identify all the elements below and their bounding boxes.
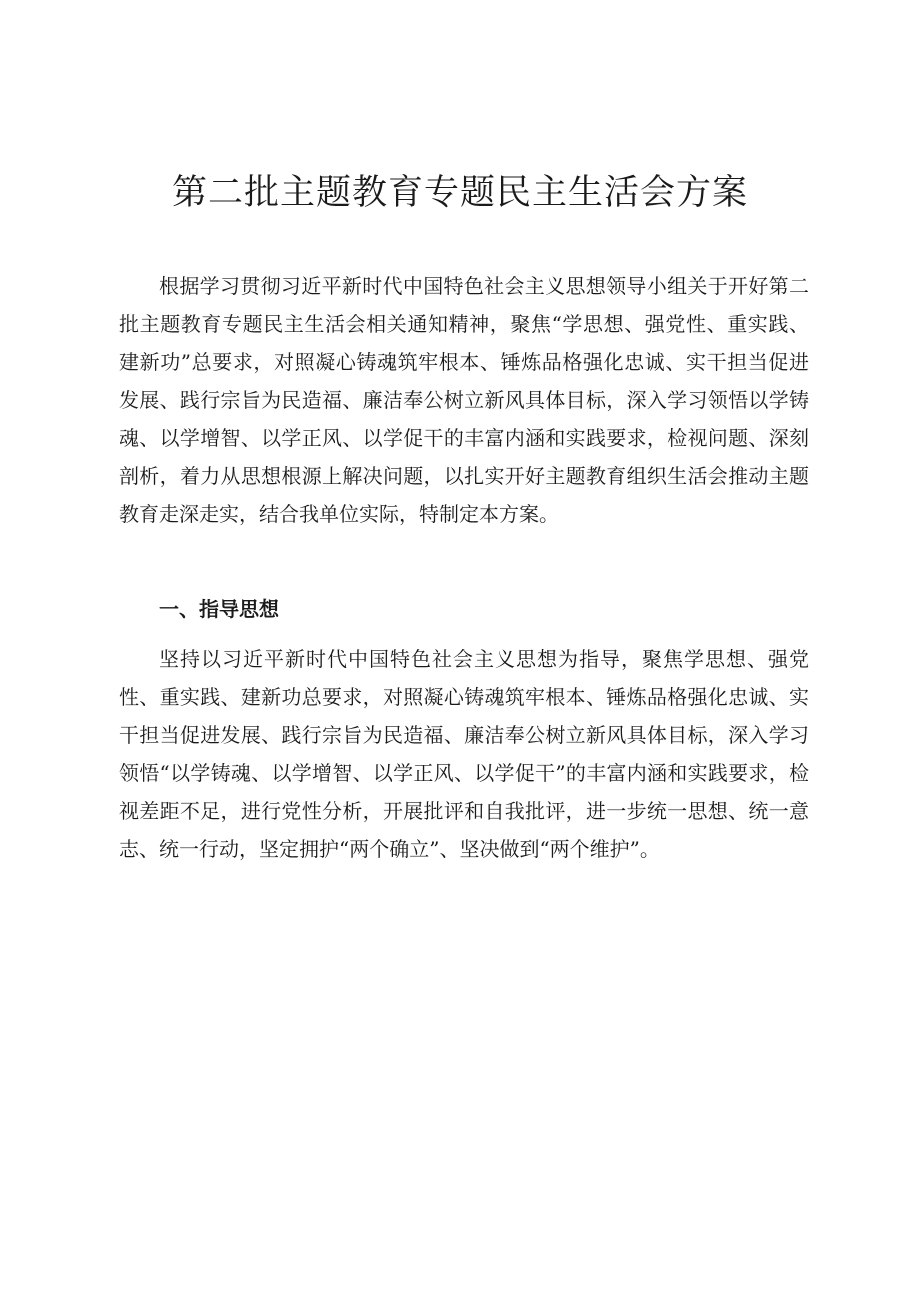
intro-paragraph: 根据学习贯彻习近平新时代中国特色社会主义思想领导小组关于开好第二批主题教育专题民主生活会相关通知精神，聚焦“学思想、强党性、重实践、建新功”总要求，对照凝心铸魂筑牢根本、锤炼品格强化忠诚、实干担当促进发展、践行宗旨为民造福、廉洁奉公树立新风具体目标，深入学习领悟以学铸魂、以学增智、以学正风、以学促干的丰富内涵和实践要求，检视问题、深刻剖析，着力从思想根源上解决问题，以扎实开好主题教育组织生活会推动主题教育走深走实，结合我单位实际，特制定本方案。: [119, 274, 809, 526]
document-title: 第二批主题教育专题民主生活会方案: [171, 173, 748, 213]
guiding-ideology-paragraph: 坚持以习近平新时代中国特色社会主义思想为指导，聚焦学思想、强党性、重实践、建新功总要求，对照凝心铸魂筑牢根本、锤炼品格强化忠诚、实干担当促进发展、践行宗旨为民造福、廉洁奉公树立新风具体目标，深入学习领悟“以学铸魂、以学增智、以学正风、以学促干”的丰富内涵和实践要求，检视差距不足，进行党性分析，开展批评和自我批评，进一步统一思想、统一意志、统一行动，坚定拥护“两个确立”、坚决做到“两个维护”。: [119, 647, 809, 861]
section-heading-guiding-ideology: 一、指导思想: [159, 597, 279, 621]
